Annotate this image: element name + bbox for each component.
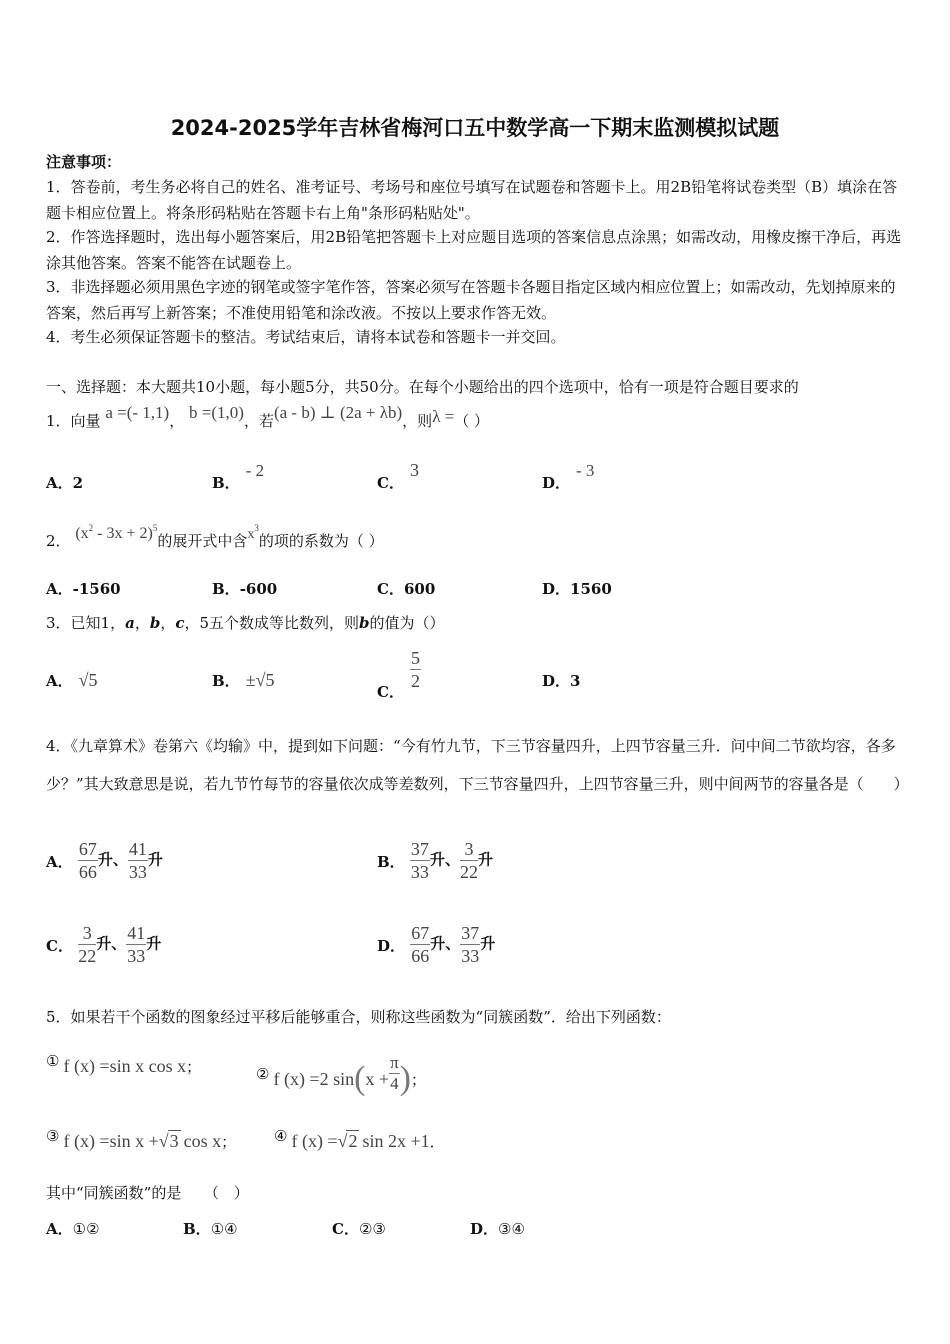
q2-text: 的展开式中含 xyxy=(157,532,248,550)
semicolon: ； xyxy=(411,1071,427,1089)
notice-item-1: 1．答卷前，考生务必将自己的姓名、准考证号、考场号和座位号填写在试题卷和答题卡上。用2B铅笔将试卷类型（B）填涂在答题卡相应位置上。将条形码粘贴在答题卡右上角"条形码粘贴处"。 xyxy=(46,178,898,222)
section-heading: 一、选择题：本大题共10小题，每小题5分，共50分。在每个小题给出的四个选项中，恰有一项是符合题目要求的 xyxy=(46,378,799,396)
q4-text: 《九章算术》卷第六《均输》中，提到如下问题：“今有竹九节，下三节容量四升，上四节容量三升．问中间二节欲均容，各多少？”其大致意思是说，若九节竹每节的容量依次成等差数列，下三节容量四升，上四节容量三升，则中间两节的容量各是（ ） xyxy=(46,737,909,793)
option-value: - 2 xyxy=(245,461,265,480)
q5-function-3 xyxy=(46,1127,237,1152)
unit: 升 xyxy=(96,934,112,953)
q5-function-2 xyxy=(256,1048,427,1097)
fraction-denominator: 66 xyxy=(411,946,430,966)
option-value: ②③ xyxy=(358,1220,386,1238)
q5-f2-math: f (x) =2 sin xyxy=(273,1069,355,1089)
question-4 xyxy=(46,728,910,803)
option-label: A． xyxy=(46,852,73,871)
q2-option-a[interactable] xyxy=(46,578,121,599)
q3-option-c[interactable] xyxy=(377,647,421,701)
q2-text-2: 的项的系数为（ ） xyxy=(258,532,384,550)
option-label: D． xyxy=(542,474,571,492)
option-label: B． xyxy=(212,580,240,598)
q1-math-condition: (a - b) ⊥ (2a + λb) xyxy=(273,403,403,422)
fraction-denominator: 33 xyxy=(128,862,147,882)
fraction-numerator: 5 xyxy=(410,648,420,668)
period: ． xyxy=(429,1133,445,1151)
q1-math-a: a =(- 1,1) xyxy=(105,403,170,422)
fraction-numerator: 37 xyxy=(410,839,429,859)
option-label: D． xyxy=(542,580,571,598)
q5-option-a[interactable] xyxy=(46,1218,100,1239)
q3-text-a: 已知1， xyxy=(70,614,126,632)
q5-function-4 xyxy=(274,1127,445,1152)
q2-option-b[interactable] xyxy=(212,578,277,599)
unit: 升 xyxy=(97,850,113,869)
option-label: A． xyxy=(46,580,73,598)
unit: 升 xyxy=(429,850,445,869)
separator: 、 xyxy=(111,934,127,953)
fraction-denominator: 22 xyxy=(459,862,478,882)
option-value: 1560 xyxy=(570,580,612,598)
q5-option-d[interactable] xyxy=(470,1218,525,1239)
fraction-denominator: 22 xyxy=(78,946,97,966)
q3-option-d[interactable] xyxy=(542,670,580,691)
q1-text: 向量 xyxy=(70,412,101,430)
unit: 升 xyxy=(430,934,446,953)
q1-option-a[interactable] xyxy=(46,472,83,493)
separator: 、 xyxy=(445,934,461,953)
fraction-denominator: 33 xyxy=(410,862,429,882)
q3-var-b: b xyxy=(149,614,161,632)
circled-number: ② xyxy=(256,1065,270,1083)
question-1 xyxy=(46,403,490,431)
fraction-denominator: 4 xyxy=(390,1073,399,1093)
q1-option-c[interactable] xyxy=(377,460,419,493)
option-label: A． xyxy=(46,474,73,492)
q5-function-1 xyxy=(46,1052,202,1077)
q3-comma-1: ， xyxy=(134,614,150,632)
option-label: C． xyxy=(46,936,73,955)
paren-left: ( xyxy=(354,1060,366,1097)
q2-option-d[interactable] xyxy=(542,578,612,599)
option-value: ①④ xyxy=(210,1220,238,1238)
q2-expr-b: - 3x + 2) xyxy=(93,525,153,542)
fraction-denominator: 33 xyxy=(461,946,480,966)
q3-option-a[interactable] xyxy=(46,670,98,691)
q3-number: 3． xyxy=(46,614,71,632)
q2-expr-a: (x xyxy=(75,525,89,542)
fraction-numerator: 3 xyxy=(460,838,478,861)
q2-x-sup: 3 xyxy=(254,523,259,533)
question-3 xyxy=(46,612,445,633)
semicolon: ； xyxy=(221,1133,237,1151)
q5-f4-math: f (x) = xyxy=(291,1131,338,1151)
fraction xyxy=(389,1053,400,1094)
notice-item-4: 4．考生必须保证答题卡的整洁。考试结束后，请将本试卷和答题卡一并交回。 xyxy=(46,328,566,346)
fraction xyxy=(128,838,148,883)
fraction xyxy=(78,922,96,967)
q5-f3-math-b: cos x xyxy=(183,1131,222,1151)
fraction-numerator: 37 xyxy=(461,923,480,943)
semicolon: ； xyxy=(186,1058,202,1076)
separator: 、 xyxy=(444,850,460,869)
q2-option-c[interactable] xyxy=(377,578,435,599)
circled-number: ④ xyxy=(274,1127,288,1145)
fraction-numerator: 67 xyxy=(411,923,430,943)
option-label: B． xyxy=(212,474,240,492)
question-5 xyxy=(46,1006,671,1027)
option-value: - 3 xyxy=(576,461,595,480)
q2-expr-sup2: 5 xyxy=(152,523,158,533)
option-value: 3 xyxy=(409,460,419,480)
q5-question: 其中“同簇函数”的是 （ ） xyxy=(46,1184,249,1202)
unit: 升 xyxy=(477,850,493,869)
option-label: A． xyxy=(46,1220,73,1238)
q4-number: 4． xyxy=(46,737,71,755)
option-value: 3 xyxy=(570,672,581,690)
option-label: A． xyxy=(46,672,73,690)
unit: 升 xyxy=(480,934,496,953)
option-label: D． xyxy=(377,936,406,955)
sqrt-sign: √ xyxy=(158,1131,169,1151)
q5-f2-math-x: x + xyxy=(365,1069,390,1089)
option-value: √5 xyxy=(78,670,98,690)
q3-text-c: 的值为（） xyxy=(369,614,445,632)
fraction-numerator: 41 xyxy=(128,839,147,859)
q1-then: ，则 xyxy=(402,412,433,430)
q1-math-lambda: λ = xyxy=(432,407,455,426)
q3-var-b2: b xyxy=(359,614,370,632)
q5-option-b[interactable] xyxy=(183,1218,238,1239)
option-label: C． xyxy=(377,474,404,492)
fraction xyxy=(410,647,421,692)
circled-number: ① xyxy=(46,1052,60,1070)
option-label: C． xyxy=(377,682,404,701)
q4-option-c[interactable] xyxy=(46,922,161,967)
option-label: D． xyxy=(470,1220,499,1238)
sqrt-sign: √ xyxy=(337,1131,348,1151)
fraction xyxy=(126,922,146,967)
q1-math-b: b =(1,0) xyxy=(189,403,244,422)
q1-option-b[interactable] xyxy=(212,461,265,493)
q3-comma-2: ， xyxy=(160,614,176,632)
q4-option-d[interactable] xyxy=(377,922,495,967)
fraction-numerator: 41 xyxy=(127,923,146,943)
option-label: D． xyxy=(542,672,571,690)
fraction xyxy=(410,838,430,883)
q4-option-a[interactable] xyxy=(46,838,163,883)
notice-item-3: 3．非选择题必须用黑色字迹的钢笔或签字笔作答，答案必须写在答题卡各题目指定区域内相应位置上；如需改动，先划掉原来的答案，然后再写上新答案；不准使用铅笔和涂改液。不按以上要求作答无效。 xyxy=(46,278,896,322)
q4-option-b[interactable] xyxy=(377,838,493,883)
separator: 、 xyxy=(112,850,128,869)
q1-option-d[interactable] xyxy=(542,461,595,493)
q2-x: x xyxy=(247,527,255,542)
q2-expr-sup: 2 xyxy=(88,523,94,533)
q1-sep: ， xyxy=(169,412,185,430)
fraction xyxy=(410,922,430,967)
q2-number: 2． xyxy=(46,532,71,550)
q3-option-b[interactable] xyxy=(212,670,274,691)
unit: 升 xyxy=(147,850,163,869)
question-2 xyxy=(46,523,384,551)
option-label: B． xyxy=(183,1220,211,1238)
fraction xyxy=(78,838,98,883)
fraction-denominator: 2 xyxy=(410,671,420,691)
q3-var-a: a xyxy=(125,614,135,632)
notice-heading: 注意事项： xyxy=(46,153,122,171)
option-value: 2 xyxy=(72,474,84,492)
fraction-numerator: 67 xyxy=(78,839,97,859)
option-label: C． xyxy=(377,580,404,598)
option-value: -1560 xyxy=(72,580,121,598)
q1-number: 1． xyxy=(46,412,71,430)
q3-text-b: ，5五个数成等比数列，则 xyxy=(184,614,360,632)
option-value: ±√5 xyxy=(245,670,275,690)
option-value: ③④ xyxy=(498,1220,525,1238)
fraction-numerator: 3 xyxy=(78,922,96,945)
q1-if: ，若 xyxy=(243,412,274,430)
option-label: B． xyxy=(212,672,240,690)
option-value: 600 xyxy=(403,580,436,598)
q2-math-expression xyxy=(75,525,157,542)
fraction-numerator: π xyxy=(390,1052,399,1072)
fraction xyxy=(460,922,480,967)
option-label: C． xyxy=(332,1220,359,1238)
fraction-denominator: 33 xyxy=(127,946,146,966)
fraction xyxy=(460,838,478,883)
option-value: -600 xyxy=(239,580,278,598)
q5-f3-math: f (x) =sin x + xyxy=(63,1131,159,1151)
fraction-denominator: 66 xyxy=(78,862,97,882)
q5-f3-radicand: 3 xyxy=(169,1131,179,1151)
notice-item-2: 2．作答选择题时，选出每小题答案后，用2B铅笔把答题卡上对应题目选项的答案信息点涂黑；如需改动，用橡皮擦干净后，再选涂其他答案。答案不能答在试题卷上。 xyxy=(46,228,902,272)
q1-blank: （ ） xyxy=(454,412,490,430)
page-title: 2024-2025学年吉林省梅河口五中数学高一下期末监测模拟试题 xyxy=(170,116,780,140)
q5-option-c[interactable] xyxy=(332,1218,386,1239)
q2-math-x3 xyxy=(247,523,259,542)
q5-f4-math-b: sin 2x +1 xyxy=(362,1131,430,1151)
q5-number: 5． xyxy=(46,1008,71,1026)
q5-text: 如果若干个函数的图象经过平移后能够重合，则称这些函数为“同簇函数”．给出下列函数： xyxy=(70,1008,671,1026)
q3-var-c: c xyxy=(175,614,185,632)
option-label: B． xyxy=(377,852,405,871)
paren-right: ) xyxy=(399,1060,411,1097)
q5-f4-radicand: 2 xyxy=(348,1131,358,1151)
unit: 升 xyxy=(146,934,162,953)
option-value: ①② xyxy=(72,1220,100,1238)
circled-number: ③ xyxy=(46,1127,60,1145)
q5-f1-math: f (x) =sin x cos x xyxy=(63,1056,187,1076)
